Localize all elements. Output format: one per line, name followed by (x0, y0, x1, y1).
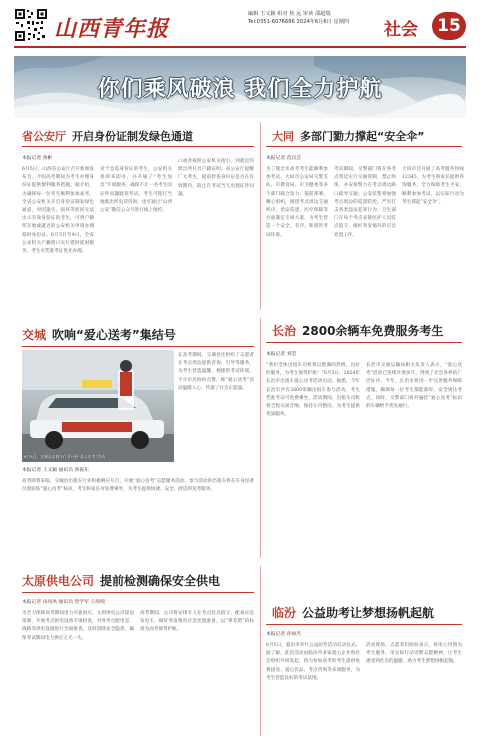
taxi-illustration (22, 350, 174, 462)
article-linfen-headline: 公益助考让梦想扬帆起航 (302, 606, 435, 620)
section-name: 社会 (384, 20, 418, 40)
article-changzhi-col2: 长治市交通运输局相关负责人表示，“爱心送考”活动已连续开展多年，得到了社会各界的广泛好评。今年，长治市将进一步完善服务保障措施，确保每一位考生都能准时、安全到达考点。同时，交警部门将对悬挂“爱心送考”标识的车辆给予优先通行。 (366, 363, 462, 410)
article-jiaocheng-headline: 吹响“爱心送考”集结号 (52, 328, 176, 342)
article-sgat-title (22, 128, 193, 144)
article-datong-col2: 考试期间，交警部门将在各考点周边实行交通管制，禁止鸣笛，并安排警力在考点周边路口疏导交通；公安民警将加强考点周边的巡逻防控，严厉打击各类违法犯罪行为；卫生部门在每个考点安排医护人员驻点值守，做好突发情况的应急处置工作。 (334, 167, 396, 238)
article-datong-col1: 为了使全市高考考生能顺利参加考试，大同市公安局交警支队、市教育局、市卫健委等多个部门联合发力，提前部署、精心组织，围绕考点周边交通秩序、治安巡逻、医疗保障等方面制定专项方案，为考生营造一个安全、有序、和谐的考试环境。 (266, 167, 328, 238)
article-linfen-col2: 活动现场，志愿者们纷纷表示，将用心用情为考生服务，用实际行动诠释志愿精神，让考生感受到社会的温暖，助力考生梦想扬帆起航。 (366, 643, 462, 665)
article-datong-byline: 本报记者 范汉芸 (266, 156, 302, 161)
taxi-photo (22, 350, 174, 462)
article-datong-title (272, 128, 424, 144)
masthead-rule (14, 46, 466, 48)
column-divider-middle (260, 318, 261, 558)
article-jiaocheng-place: 交城 (22, 328, 47, 342)
article-power-title (22, 572, 220, 589)
article-power-col2: 高考期间，公司将安排专人在考点驻点值守，配备应急发电车，做好突发情况应急处置准备，以“零差错”的标准为高考保驾护航。 (140, 611, 254, 633)
masthead (0, 0, 480, 56)
article-datong-rule (266, 146, 462, 147)
article-sgat-col1: 6月5日，山西省公安厅召开新闻发布会，介绍高考期间为考生办理身份证提供便利服务措施。据介绍，为确保每一位考生顺利参加高考，全省公安机关开启身份证制发绿色通道，对因遗失、损坏等原因无法出示有效身份证的考生，可到户籍所在地或就近的公安机关申请办理临时身份证。6月5日至9日，全省公安机关户籍窗口实行错时延时服务，考生可凭准考证优先办理。 (22, 167, 94, 255)
article-sgat-col3: 口或者按照公安机关指引，到就近的派出所开具户籍证明。省公安厅提醒广大考生，提前检查身份证是否在有效期内，防止在考试当天出现证件问题。 (178, 159, 254, 197)
edition-date: Tel:0351-6076686 2024年6月6日 星期四 (248, 19, 350, 25)
article-changzhi-col1: “我们全体出租车司机将以饱满的热情、良好的服务，为考生保驾护航！”6月5日，2024年长治市出租车爱心送考活动启动。据悉，今年长治市共有2800余辆出租车参与活动，考生凭准考证可免费乘坐。活动期间，出租车司机将全程关闭音响，保持车内整洁，为考生提供优质服务。 (266, 363, 360, 418)
article-power-rule (22, 592, 254, 593)
article-sgat-headline: 开启身份证制发绿色通道 (72, 130, 193, 143)
article-datong-col3: 大同市还开通了高考服务热线12345，为考生和家长提供咨询服务，全力保障考生平安、顺利参加考试，以实际行动为考生撑起“安全伞”。 (402, 167, 464, 205)
article-changzhi-place: 长治 (272, 324, 297, 338)
article-changzhi-title (272, 322, 443, 339)
article-linfen-rule (266, 624, 462, 625)
article-jiaocheng-col1: 高考即将来临，交城县出租车行业积极响应号召，开展“爱心送考”志愿服务活动。参与活动的出租车将在车身显著位置张贴“爱心送考”标识，考生和家长可免费乘坐，为考生提供快捷、安全、舒适的送考服务。 (22, 479, 254, 493)
article-power-headline: 提前检测确保安全供电 (100, 574, 221, 588)
editor-credits: 编辑 王文颖 组对 焦 远 审读 邵超瑞 (248, 11, 331, 17)
article-sgat-place: 省公安厅 (22, 130, 66, 143)
article-jiaocheng-byline: 本报记者 王文颖 通讯员 郭振东 (22, 468, 89, 473)
article-changzhi-rule (266, 342, 462, 343)
banner (14, 56, 466, 118)
column-divider-bottom (260, 566, 261, 736)
article-linfen-place: 临汾 (272, 606, 297, 620)
article-changzhi-byline: 本报记者 刘莹 (266, 352, 297, 357)
article-datong-place: 大同 (272, 130, 294, 143)
newspaper-logo: 山西青年报 (54, 16, 170, 42)
article-linfen-title (272, 604, 434, 621)
page-number-badge (432, 12, 466, 40)
article-linfen-byline: 本报记者 孙如杰 (266, 632, 302, 637)
edition-info (248, 10, 349, 26)
article-power-byline: 本报记者 田凤凤 通讯员 贺学军 王海瑞 (22, 600, 105, 605)
article-linfen-col1: 6月5日，临汾市举行公益助考活动启动仪式。据了解，此次活动由临汾市多家爱心企业和社会组织共同发起，将为参加高考的考生提供免费接送、爱心饮品、考点咨询等多项服务，为考生营造良好的考试氛围。 (266, 643, 360, 681)
article-datong-headline: 多部门勠力撑起“安全伞” (300, 130, 425, 143)
article-jiaocheng-rule (22, 346, 254, 347)
article-jiaocheng-title (22, 326, 176, 343)
banner-headline: 你们乘风破浪 我们全力护航 (97, 77, 383, 102)
article-sgat-rule (22, 146, 254, 147)
article-power-place: 太原供电公司 (22, 574, 95, 588)
article-sgat-byline: 本报记者 鲁彬 (22, 156, 53, 161)
article-changzhi-headline: 2800余辆车免费服务考生 (302, 324, 444, 338)
qr-code-icon (14, 8, 48, 42)
photo-caption: 6月5日，交城县出租车行业开展“爱心送考”活动 (24, 454, 105, 459)
column-divider-top (260, 122, 261, 310)
article-power-col1: 为全力保障高考期间电力可靠供应，太原供电公司提前部署，开展考点供电设备专项检查，对各考点配电室、线路等供电设施进行全面排查，及时消除安全隐患，确保考试期间电力供应万无一失。 (22, 611, 134, 641)
page-number: 15 (437, 16, 461, 36)
article-jiaocheng-col2: 在高考期间，交城县还组织了志愿者在考点周边提供咨询、引导等服务，为考生营造温馨、便捷的考试环境。不少市民纷纷点赞，称“爱心送考”活动温暖人心，传递了社会正能量。 (178, 353, 254, 391)
article-sgat-col2: 对于急需身份证的考生，公安机关将即来即办，并开通了“考生加急”专项服务，确保不让一名考生因证件问题耽误考试。考生可拨打当地派出所电话咨询，也可通过“山西公安”微信公众号进行线上预约。 (100, 167, 172, 214)
